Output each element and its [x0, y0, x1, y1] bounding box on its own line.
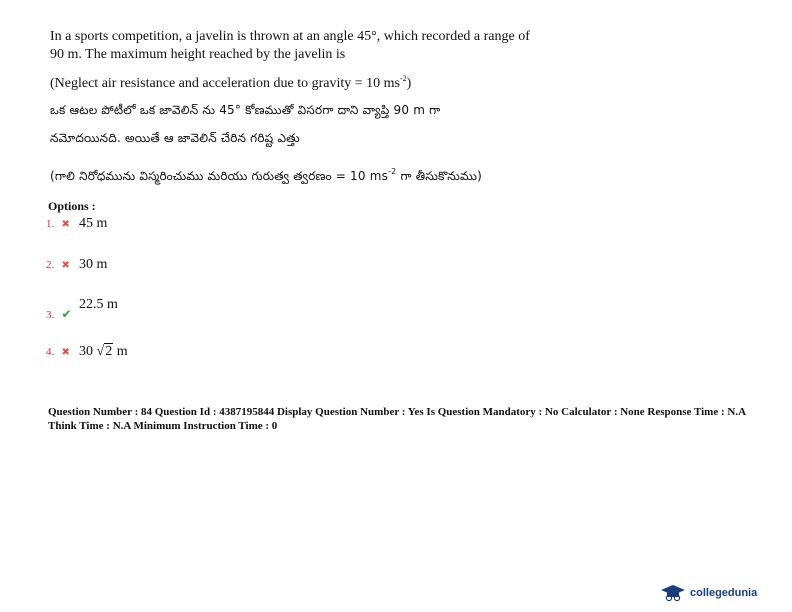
brand-name: collegedunia [690, 587, 758, 599]
question-line-2: 90 m. The maximum height reached by the javelin is [50, 47, 346, 62]
option-1[interactable] [46, 216, 107, 232]
note-exponent: -2 [399, 74, 407, 83]
option-number: 3. [46, 309, 55, 321]
wrong-cross-icon: ✖ [61, 347, 70, 358]
telugu-line-3-suffix: గా తీసుకొనుము) [396, 169, 482, 183]
options-header: Options : [48, 199, 96, 213]
question-metadata: Question Number : 84 Question Id : 4387195844 Display Question Number : Yes Is Question Mandatory : No Calculator : None Response Time : N.A Think Time : N.A Minimum Instruction Time : 0 [48, 406, 746, 432]
square-root: √2 [96, 344, 113, 359]
question-line-1: In a sports competition, a javelin is thrown at an angle 45°, which recorded a range of [50, 29, 530, 44]
question-note [50, 74, 411, 92]
option-text: 45 m [79, 216, 108, 231]
correct-check-icon: ✔ [61, 307, 72, 321]
option-text: 30 m [79, 257, 108, 272]
telugu-line-2: నమోదయినది. అయితే ఆ జావెలిన్ చేరిన గరిష్ట ఎత్తు [50, 131, 300, 145]
telugu-line-3-prefix: (గాలి నిరోధమును విస్మరించుము మరియు గురుత్వ త్వరణం = 10 ms [50, 169, 389, 183]
option-coefficient: 30 [79, 344, 93, 359]
option-4[interactable] [46, 344, 128, 360]
brand-logo [660, 584, 757, 602]
option-text: 22.5 m [79, 297, 118, 312]
note-suffix: ) [406, 76, 412, 91]
telugu-line-3 [50, 167, 482, 186]
radicand: 2 [105, 344, 113, 359]
wrong-cross-icon: ✖ [61, 219, 70, 230]
option-number: 1. [46, 218, 55, 230]
option-unit: m [116, 344, 128, 359]
wrong-cross-icon: ✖ [61, 260, 70, 271]
telugu-exponent: -2 [388, 167, 397, 176]
note-prefix: (Neglect air resistance and acceleration due to gravity = 10 ms [50, 76, 400, 91]
option-number: 4. [46, 346, 55, 358]
graduation-cap-icon [660, 584, 686, 602]
telugu-line-1: ఒక ఆటల పోటీలో ఒక జావెలిన్ ను 45° కోణముతో విసరగా దాని వ్యాప్తి 90 m గా [50, 103, 441, 117]
question-text [50, 28, 610, 64]
option-3[interactable] [46, 297, 118, 321]
option-2[interactable] [46, 257, 107, 273]
option-number: 2. [46, 259, 55, 271]
